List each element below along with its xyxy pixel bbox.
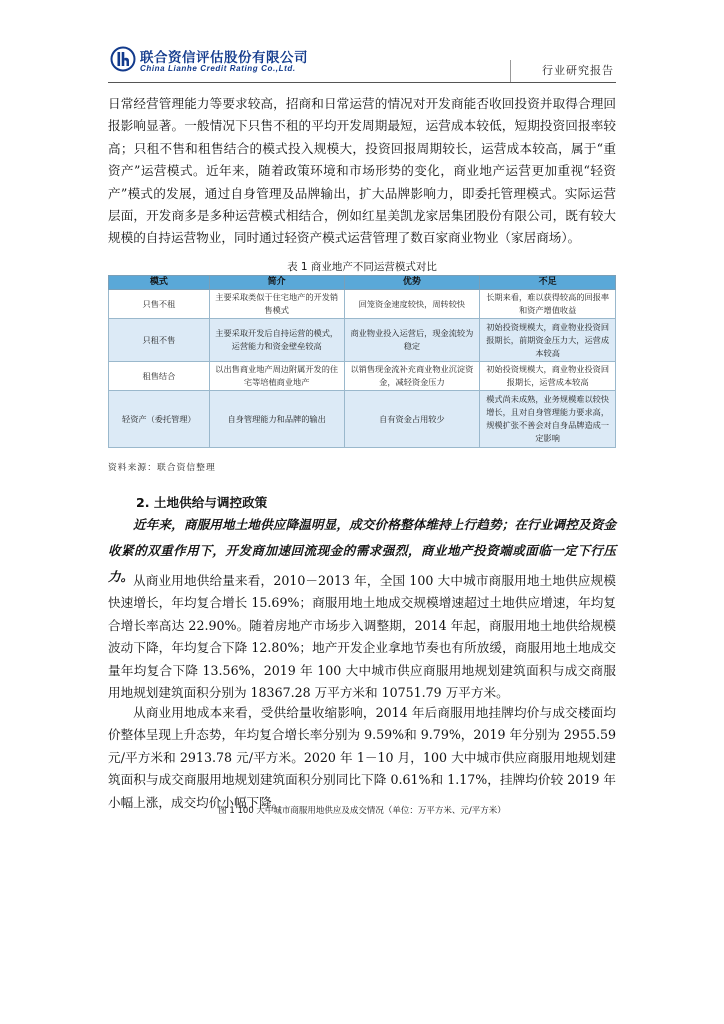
disadvantage-cell: 长期来看，难以获得较高的回报率和资产增值收益 bbox=[480, 290, 616, 319]
advantage-cell: 商业物业投入运营后，现金流较为稳定 bbox=[344, 319, 480, 362]
mode-cell: 租售结合 bbox=[109, 362, 210, 391]
disadvantage-cell: 初始投资规模大，商业物业投资回报期长，运营成本较高 bbox=[480, 362, 616, 391]
intro-cell: 主要采取类似于住宅地产的开发销售模式 bbox=[209, 290, 344, 319]
table-source-note: 资料来源：联合资信整理 bbox=[108, 463, 216, 473]
advantage-cell: 回笼资金速度较快，周转较快 bbox=[344, 290, 480, 319]
report-type-label: 行业研究报告 bbox=[542, 64, 614, 77]
mode-cell: 只租不售 bbox=[109, 319, 210, 362]
mode-cell: 只售不租 bbox=[109, 290, 210, 319]
summary-paragraph: 近年来，商服用地土地供应降温明显，成交价格整体维持上行趋势；在行业调控及资金收紧的双重作用下，开发商加速回流现金的需求强烈，商业地产投资端或面临一定下行压力。 bbox=[108, 517, 616, 584]
company-logo-icon bbox=[110, 46, 136, 72]
header-divider bbox=[510, 60, 511, 82]
figure-caption: 图 1 100 大中城市商服用地供应及成交情况（单位：万平方米、元/平方米） bbox=[218, 806, 506, 816]
section-title: 2. 土地供给与调控政策 bbox=[136, 495, 268, 510]
table-row bbox=[109, 290, 616, 319]
advantage-cell: 自有资金占用较少 bbox=[344, 391, 480, 448]
disadvantage-cell: 模式尚未成熟，业务规模难以较快增长，且对自身管理能力要求高，规模扩张不善会对自身品牌造成一定影响 bbox=[480, 391, 616, 448]
page-header bbox=[108, 44, 616, 82]
table-caption: 表 1 商业地产不同运营模式对比 bbox=[287, 261, 437, 273]
table-header-cell: 简介 bbox=[209, 276, 344, 290]
table-header-cell: 模式 bbox=[109, 276, 210, 290]
table-row bbox=[109, 391, 616, 448]
supply-paragraph: 从商业用地供给量来看，2010－2013 年，全国 100 大中城市商服用地土地供应规模快速增长，年均复合增长 15.69%；商服用地土地成交规模增速超过土地供应增速，年均复合增长率高达 22.90%。随着房地产市场步入调整期，2014 年起，商服用地土地供给规模波动下降，年均复合下降 12.80%；地产开发企业拿地节奏也有所放缓，商服用地土地成交量年均复合下降 13.56%，2019 年 100 大中城市供应商服用地规划建筑面积与成交商服用地规划建筑面积分别为 18367.28 万平方米和 10751.79 万平方米。 bbox=[108, 573, 616, 701]
intro-cell: 以出售商业地产周边附属开发的住宅等培植商业地产 bbox=[209, 362, 344, 391]
intro-cell: 主要采取开发后自持运营的模式，运营能力和资金壁垒较高 bbox=[209, 319, 344, 362]
table-row bbox=[109, 362, 616, 391]
company-name-en: China Lianhe Credit Rating Co.,Ltd. bbox=[140, 64, 296, 73]
advantage-cell: 以销售现金流补充商业物业沉淀资金，减轻资金压力 bbox=[344, 362, 480, 391]
disadvantage-cell: 初始投资规模大，商业物业投资回报期长，前期资金压力大，运营成本较高 bbox=[480, 319, 616, 362]
mode-cell: 轻资产（委托管理） bbox=[109, 391, 210, 448]
table-header-cell: 优势 bbox=[344, 276, 480, 290]
operation-mode-table bbox=[108, 275, 616, 448]
table-header-cell: 不足 bbox=[480, 276, 616, 290]
company-name-cn: 联合资信评估股份有限公司 bbox=[140, 50, 308, 66]
intro-cell: 自身管理能力和品牌的输出 bbox=[209, 391, 344, 448]
intro-paragraph: 日常经营管理能力等要求较高，招商和日常运营的情况对开发商能否收回投资并取得合理回报影响显著。一般情况下只售不租的平均开发周期最短，运营成本较低，短期投资回报率较高；只租不售和租售结合的模式投入规模大，投资回报周期较长，运营成本较高，属于“重资产”运营模式。近年来，随着政策环境和市场形势的变化，商业地产运营更加重视“轻资产”模式的发展，通过自身管理及品牌输出，扩大品牌影响力，即委托管理模式。实际运营层面，开发商多是多种运营模式相结合，例如红星美凯龙家居集团股份有限公司，既有较大规模的自持运营物业，同时通过轻资产模式运营管理了数百家商业物业（家居商场）。 bbox=[108, 96, 616, 246]
header-rule bbox=[108, 82, 616, 83]
cost-paragraph: 从商业用地成本来看，受供给量收缩影响，2014 年后商服用地挂牌均价与成交楼面均价整体呈现上升态势，年均复合增长率分别为 9.59%和 9.79%，2019 年分别为 2955.59 元/平方米和 2913.78 元/平方米。2020 年 1－10 月，100 大中城市供应商服用地规划建筑面积与成交商服用地规划建筑面积分别同比下降 0.61%和 1.17%，挂牌均价较 2019 年小幅上涨，成交均价小幅下降。 bbox=[108, 705, 616, 810]
table-row bbox=[109, 319, 616, 362]
table-header-row bbox=[109, 276, 616, 290]
